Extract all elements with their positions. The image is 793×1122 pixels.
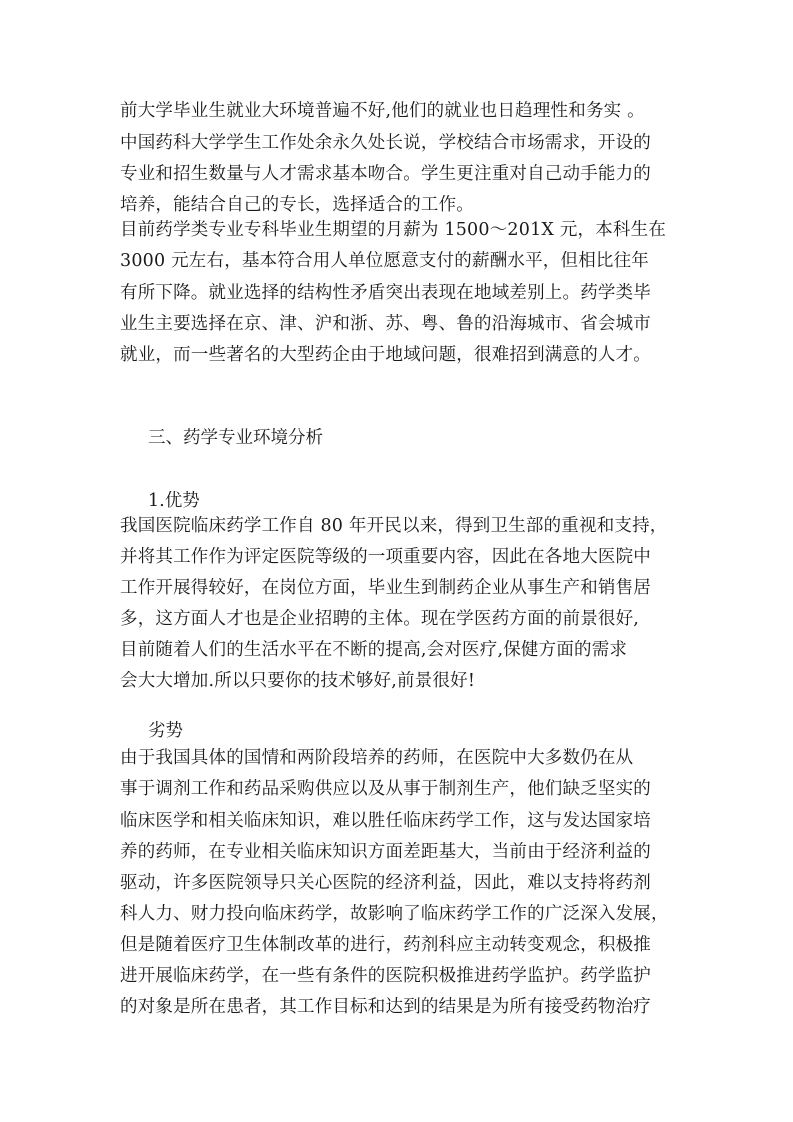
- text-line: 进开展临床药学，在一些有条件的医院积极推进药学监护。药学监护: [120, 966, 651, 986]
- text-line: 临床医学和相关临床知识，难以胜任临床药学工作，这与发达国家培: [120, 811, 651, 831]
- text-line: 多，这方面人才也是企业招聘的主体。现在学医药方面的前景很好,: [120, 609, 640, 629]
- text-line: 3000 元左右，基本符合用人单位愿意支付的薪酬水平，但相比往年: [120, 251, 649, 271]
- text-line: 目前随着人们的生活水平在不断的提高,会对医疗,保健方面的需求: [120, 640, 628, 660]
- text-line: 会大大增加.所以只要你的技术够好,前景很好!: [120, 671, 476, 691]
- advantage-heading: 1.优势: [148, 491, 200, 511]
- text-line: 的对象是所在患者，其工作目标和达到的结果是为所有接受药物治疗: [120, 997, 651, 1017]
- text-line: 科人力、财力投向临床药学，故影响了临床药学工作的广泛深入发展，: [120, 904, 669, 924]
- text-line: 培养，能结合自己的专长，选择适合的工作。: [120, 195, 474, 215]
- text-line: 专业和招生数量与人才需求基本吻合。学生更注重对自己动手能力的: [120, 164, 651, 184]
- text-line: 由于我国具体的国情和两阶段培养的药师，在医院中大多数仍在从: [120, 748, 634, 768]
- text-line: 前大学毕业生就业大环境普遍不好,他们的就业也日趋理性和务实 。: [120, 101, 645, 121]
- text-line: 目前药学类专业专科毕业生期望的月薪为 1500～201X 元，本科生在: [120, 220, 667, 240]
- text-line: 有所下降。就业选择的结构性矛盾突出表现在地域差别上。药学类毕: [120, 283, 651, 303]
- text-line: 并将其工作作为评定医院等级的一项重要内容，因此在各地大医院中: [120, 547, 651, 567]
- text-line: 驱动，许多医院领导只关心医院的经济利益，因此，难以支持将药剂: [120, 873, 651, 893]
- text-line: 我国医院临床药学工作自 80 年开民以来，得到卫生部的重视和支持，: [120, 516, 668, 536]
- text-line: 事于调剂工作和药品采购供应以及从事于制剂生产，他们缺乏坚实的: [120, 779, 651, 799]
- text-line: 养的药师，在专业相关临床知识方面差距基大，当前由于经济利益的: [120, 842, 651, 862]
- text-line: 但是随着医疗卫生体制改革的进行，药剂科应主动转变观念，积极推: [120, 935, 651, 955]
- text-line: 业生主要选择在京、津、沪和浙、苏、粤、鲁的沿海城市、省会城市: [120, 314, 651, 334]
- text-line: 中国药科大学学生工作处余永久处长说，学校结合市场需求，开设的: [120, 133, 651, 153]
- text-line: 工作开展得较好，在岗位方面，毕业生到制药企业从事生产和销售居: [120, 578, 651, 598]
- disadvantage-heading: 劣势: [148, 721, 183, 741]
- text-line: 就业，而一些著名的大型药企由于地域问题，很难招到满意的人才。: [120, 345, 651, 365]
- section-heading: 三、药学专业环境分析: [148, 428, 323, 448]
